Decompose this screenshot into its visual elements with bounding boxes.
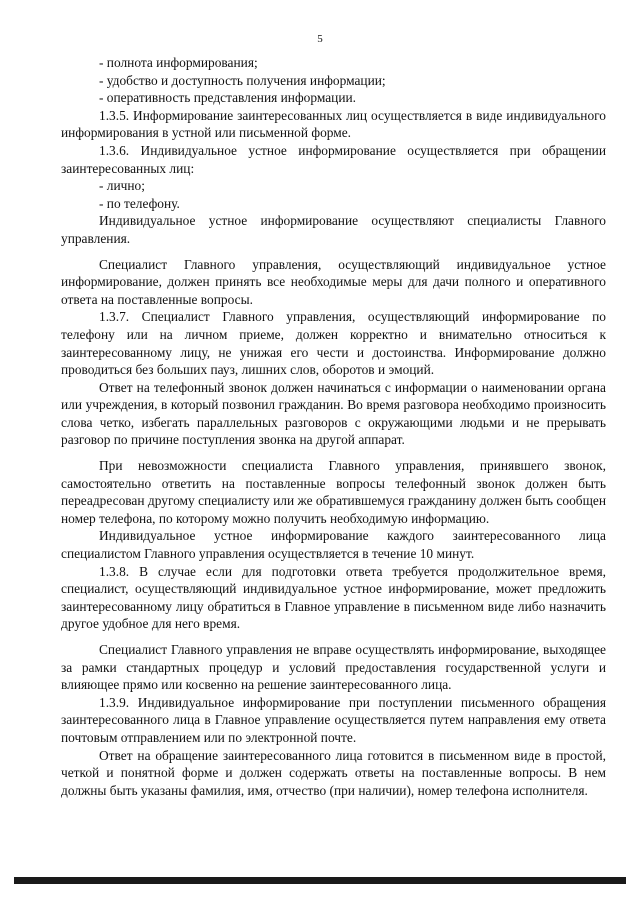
page-number: 5	[317, 33, 323, 45]
list-item: - удобство и доступность получения информации;	[99, 72, 386, 88]
paragraph: Специалист Главного управления, осуществляющий индивидуальное устное информирование, должен принять все необходимые меры для дачи полного и оперативного ответа на поставленные вопросы.	[61, 256, 606, 307]
paragraph: 1.3.7. Специалист Главного управления, осуществляющий информирование по телефону или на личном приеме, должен корректно и внимательно относиться к заинтересованному лицу, не унижая его чести и достоинства. Информирование должно проводиться без больших пауз, лишних слов, оборотов и эмоций.	[61, 309, 606, 378]
paragraph: Индивидуальное устное информирование каждого заинтересованного лица специалистом Главного управления осуществляется в течение 10 минут.	[61, 528, 606, 562]
paragraph: При невозможности специалиста Главного управления, принявшего звонок, самостоятельно ответить на поставленные вопросы телефонный звонок должен быть переадресован другому специалисту или же обратившемуся гражданину должен быть сообщен номер телефона, по которому можно получить необходимую информацию.	[61, 458, 606, 526]
list-item: - полнота информирования;	[99, 55, 258, 70]
paragraph: 1.3.5. Информирование заинтересованных лиц осуществляется в виде индивидуального информирования в устной или письменной форме.	[61, 107, 606, 141]
paragraph: 1.3.9. Индивидуальное информирование при поступлении письменного обращения заинтересованного лица в Главное управление осуществляется путем направления ему ответа почтовым отправлением или по электронной почте.	[61, 694, 606, 745]
document-body	[61, 54, 606, 799]
paragraph: 1.3.8. В случае если для подготовки ответа требуется продолжительное время, специалист, осуществляющий индивидуальное устное информирование, может предложить заинтересованному лицу обратиться в Главное управление в письменном виде либо назначить другое удобное для него время.	[61, 563, 606, 632]
paragraph: Индивидуальное устное информирование осуществляют специалисты Главного управления.	[61, 213, 606, 246]
list-item: - оперативность представления информации.	[99, 90, 357, 106]
paragraph: 1.3.6. Индивидуальное устное информирование осуществляется при обращении заинтересованных лиц:	[61, 142, 606, 176]
bottom-rule	[14, 877, 626, 884]
paragraph: Ответ на обращение заинтересованного лица готовится в письменном виде в простой, четкой и понятной форме и должен содержать ответы на поставленные вопросы. В нем должны быть указаны фамилия, имя, отчество (при наличии), номер телефона исполнителя.	[61, 747, 606, 798]
list-item: - лично;	[99, 178, 145, 194]
paragraph: Ответ на телефонный звонок должен начинаться с информации о наименовании органа или учреждения, в который позвонил гражданин. Во время разговора необходимо произносить слова четко, избегать параллельных разговоров с окружающими людьми и не прерывать разговор по причине поступления звонка на другой аппарат.	[61, 379, 606, 448]
list-item: - по телефону.	[99, 195, 180, 211]
paragraph: Специалист Главного управления не вправе осуществлять информирование, выходящее за рамки стандартных процедур и условий предоставления государственной услуги и влияющее прямо или косвенно на решение заинтересованного лица.	[61, 642, 606, 693]
